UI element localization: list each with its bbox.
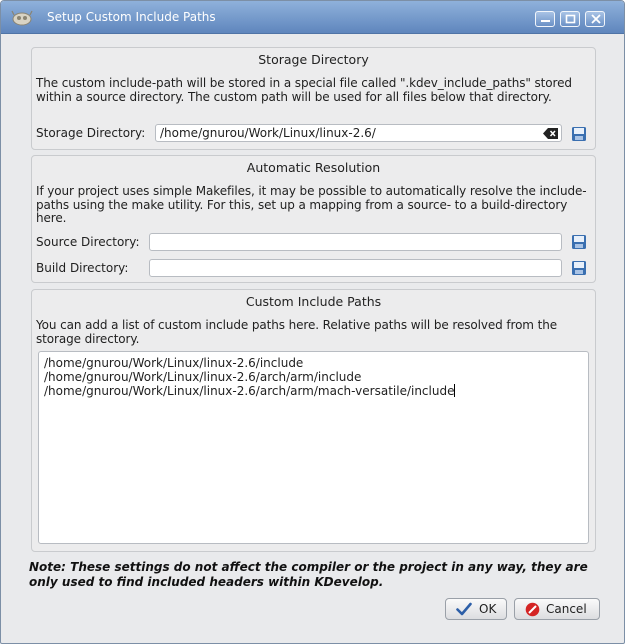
kdevelop-app-icon[interactable] <box>11 9 33 27</box>
ok-button-label: OK <box>479 602 497 616</box>
build-directory-label: Build Directory: <box>36 261 129 275</box>
include-path-line: /home/gnurou/Work/Linux/linux-2.6/arch/arm/include <box>44 370 362 384</box>
storage-description: The custom include-path will be stored in a special file called ".kdev_include_paths" stored within a source directory. The custom path will be used for all files below that directory. <box>36 76 572 104</box>
ok-button[interactable] <box>445 598 507 620</box>
cancel-icon <box>525 602 540 617</box>
build-directory-input[interactable] <box>149 259 562 277</box>
build-folder-icon[interactable] <box>571 260 587 276</box>
cancel-button[interactable] <box>514 598 600 620</box>
resolution-group-title: Automatic Resolution <box>246 160 381 175</box>
select-folder-icon[interactable] <box>571 126 587 142</box>
source-folder-icon[interactable] <box>571 234 587 250</box>
storage-group-title: Storage Directory <box>258 52 369 67</box>
source-directory-label: Source Directory: <box>36 235 140 249</box>
text-cursor <box>454 384 455 397</box>
maximize-button[interactable] <box>560 11 580 27</box>
custom-group-title: Custom Include Paths <box>245 294 382 309</box>
include-path-line: /home/gnurou/Work/Linux/linux-2.6/include <box>44 356 304 370</box>
storage-directory-group <box>31 47 596 150</box>
clear-text-icon[interactable] <box>543 128 558 139</box>
checkmark-icon <box>456 602 472 616</box>
include-paths-textarea[interactable] <box>38 351 589 544</box>
storage-directory-value: /home/gnurou/Work/Linux/linux-2.6/ <box>160 126 376 140</box>
minimize-icon <box>540 14 552 24</box>
custom-description: You can add a list of custom include paths here. Relative paths will be resolved from the storage directory. <box>36 318 558 346</box>
automatic-resolution-group <box>31 155 596 283</box>
include-path-line: /home/gnurou/Work/Linux/linux-2.6/arch/arm/mach-versatile/include <box>44 384 455 398</box>
resolution-description: If your project uses simple Makefiles, it may be possible to automatically resolve the include-paths using the make utility. For this, set up a mapping from a source- to a build-directory here. <box>36 184 587 225</box>
minimize-button[interactable] <box>535 11 555 27</box>
close-button[interactable] <box>585 11 605 27</box>
custom-include-paths-group <box>31 289 596 552</box>
cancel-button-label: Cancel <box>546 602 587 616</box>
settings-note: Note: These settings do not affect the compiler or the project in any way, they are only used to find included headers within KDevelop. <box>29 560 588 589</box>
window-title: Setup Custom Include Paths <box>47 10 216 24</box>
storage-directory-label: Storage Directory: <box>36 126 146 140</box>
title-bar[interactable] <box>1 1 624 34</box>
maximize-icon <box>565 14 577 24</box>
source-directory-input[interactable] <box>149 233 562 251</box>
close-icon <box>590 14 602 24</box>
storage-directory-input[interactable] <box>155 124 562 142</box>
